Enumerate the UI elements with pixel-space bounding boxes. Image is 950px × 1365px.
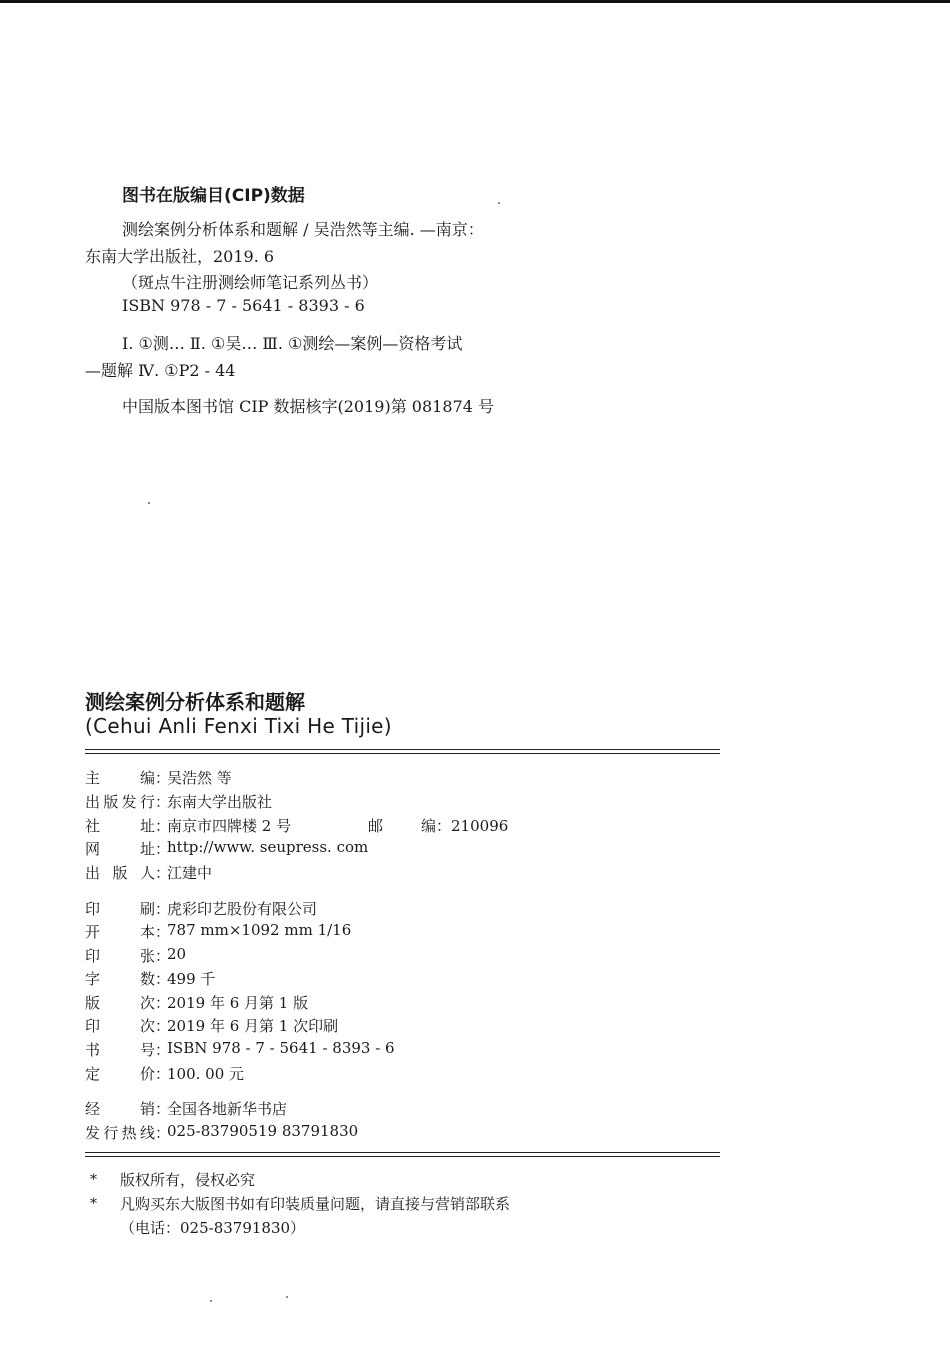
detail-label: 定价 (85, 1065, 155, 1083)
detail-value: 吴浩然 等 (167, 769, 232, 787)
detail-row-word-count: 字数 ： 499 千 (85, 970, 216, 988)
detail-row-printing: 印次 ： 2019 年 6 月第 1 次印刷 (85, 1017, 339, 1035)
detail-value: 499 千 (167, 970, 216, 988)
detail-row-address: 社址 ： 南京市四牌楼 2 号 (85, 817, 292, 835)
footer-double-rule (85, 1152, 720, 1157)
detail-label: 出版人 (85, 864, 155, 882)
detail-label: 印次 (85, 1017, 155, 1035)
detail-value: 江建中 (167, 864, 213, 882)
detail-value: 787 mm×1092 mm 1/16 (167, 921, 352, 939)
detail-value: 虎彩印艺股份有限公司 (167, 900, 318, 918)
detail-row-edition: 版次 ： 2019 年 6 月第 1 版 (85, 994, 309, 1012)
detail-label: 书号 (85, 1041, 155, 1059)
detail-label: 版次 (85, 994, 155, 1012)
quality-notice: 凡购买东大版图书如有印装质量问题，请直接与营销部联系 (120, 1195, 511, 1213)
cip-line-6: —题解 Ⅳ. ①P2 - 44 (85, 361, 236, 380)
asterisk-mark: * (90, 1172, 97, 1188)
cip-line-5: Ⅰ. ①测… Ⅱ. ①吴… Ⅲ. ①测绘—案例—资格考试 (122, 334, 463, 353)
postal-value: 210096 (451, 817, 509, 835)
detail-label: 印刷 (85, 900, 155, 918)
detail-row-sheets: 印张 ： 20 (85, 945, 187, 965)
copyright-notice: 版权所有，侵权必究 (120, 1171, 256, 1189)
detail-value: 全国各地新华书店 (167, 1100, 288, 1118)
detail-row-isbn: 书号 ： ISBN 978 - 7 - 5641 - 8393 - 6 (85, 1039, 395, 1059)
scan-speck (210, 1300, 212, 1302)
detail-label: 印张 (85, 947, 155, 965)
detail-row-distribution: 经销 ： 全国各地新华书店 (85, 1100, 288, 1118)
detail-value: 025-83790519 83791830 (167, 1122, 359, 1140)
scan-speck (286, 1296, 288, 1298)
detail-label: 网址 (85, 840, 155, 858)
cip-line-4: ISBN 978 - 7 - 5641 - 8393 - 6 (122, 296, 365, 315)
detail-value: http://www. seupress. com (167, 838, 369, 856)
detail-value: 100. 00 元 (167, 1065, 245, 1083)
cip-line-7: 中国版本图书馆 CIP 数据核字(2019)第 081874 号 (122, 397, 494, 416)
detail-label: 出版发行 (85, 793, 155, 811)
detail-row-format: 开本 ： 787 mm×1092 mm 1/16 (85, 921, 352, 941)
cip-line-1: 测绘案例分析体系和题解 / 吴浩然等主编. —南京： (122, 220, 484, 239)
scan-speck (148, 502, 150, 504)
detail-label: 字数 (85, 970, 155, 988)
detail-label: 开本 (85, 923, 155, 941)
contact-phone: （电话：025-83791830） (120, 1219, 306, 1237)
cip-heading: 图书在版编目(CIP)数据 (122, 186, 305, 206)
postal-label: 邮编 (368, 817, 436, 835)
scan-speck (498, 202, 500, 204)
detail-value: 20 (167, 945, 187, 963)
top-border-line (0, 0, 950, 3)
detail-value: 东南大学出版社 (167, 793, 273, 811)
detail-row-editor: 主编 ： 吴浩然 等 (85, 769, 232, 787)
detail-value: 2019 年 6 月第 1 次印刷 (167, 1017, 339, 1035)
postal-code: 邮编：210096 (368, 817, 509, 835)
detail-value: 2019 年 6 月第 1 版 (167, 994, 309, 1012)
cip-line-3: （斑点牛注册测绘师笔记系列丛书） (122, 273, 379, 292)
detail-row-hotline: 发行热线 ： 025-83790519 83791830 (85, 1122, 359, 1142)
detail-value: ISBN 978 - 7 - 5641 - 8393 - 6 (167, 1039, 395, 1057)
asterisk-mark: * (90, 1196, 97, 1212)
detail-label: 发行热线 (85, 1124, 155, 1142)
header-double-rule (85, 749, 720, 754)
detail-row-website: 网址 ： http://www. seupress. com (85, 838, 369, 858)
detail-row-price: 定价 ： 100. 00 元 (85, 1065, 245, 1083)
detail-row-publisher: 出版发行 ： 东南大学出版社 (85, 793, 273, 811)
detail-row-printer: 印刷 ： 虎彩印艺股份有限公司 (85, 900, 318, 918)
cip-line-2: 东南大学出版社，2019. 6 (85, 247, 275, 266)
detail-row-publisher-person: 出版人 ： 江建中 (85, 864, 213, 882)
detail-label: 经销 (85, 1100, 155, 1118)
detail-label: 社址 (85, 817, 155, 835)
book-title-pinyin: (Cehui Anli Fenxi Tixi He Tijie) (85, 714, 392, 738)
book-title-chinese: 测绘案例分析体系和题解 (85, 690, 305, 714)
detail-label: 主编 (85, 769, 155, 787)
detail-value: 南京市四牌楼 2 号 (167, 817, 292, 835)
